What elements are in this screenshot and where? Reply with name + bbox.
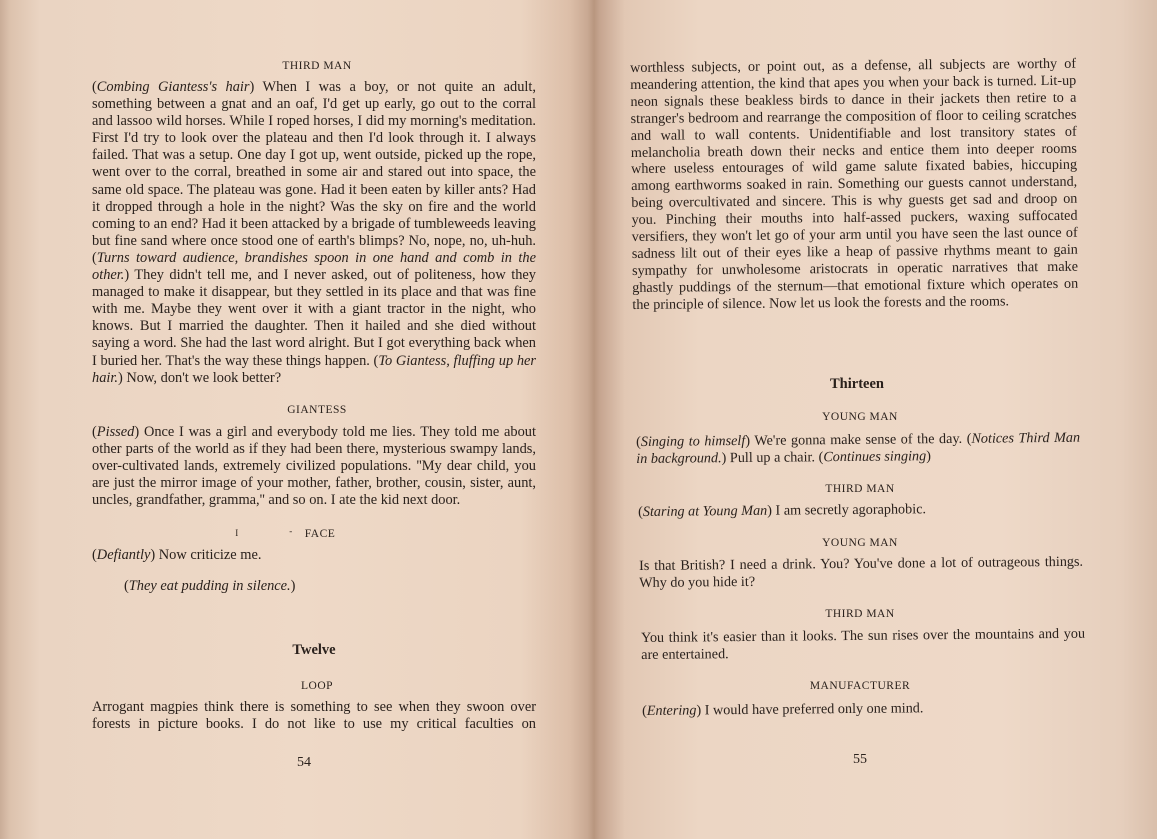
dialogue-text: We're gonna make sense of the day. (754, 430, 963, 449)
speaker-label: THIRD MAN (825, 483, 895, 495)
stage-direction: Continues singing (823, 448, 927, 466)
dialogue-text: When I was a boy, or not quite an adult, something between a gnat and an oaf, I'd get up early, go out to the corral and lassoo wild horses. While I roped horses, I did my morning's meditation. First I'd try to look over the plateau and then I'd look through it. I always failed. That was a setup. One day I got up, went outside, picked up the rope, went over to the corral, breathed in some air and stared out into space, the same old space. The plateau was gone. Had it been eaten by killer ants? Had it dropped through a hole in the night? Was the sky on fire and the world coming to an end? Had it been attacked by a brigade of tumbleweeds leaving but fine sand where once stood one of earth's blimps? No, nope, no, uh-huh. (92, 79, 536, 249)
stage-direction: Notices Third Man in background. (636, 429, 1081, 467)
right-page (596, 0, 1157, 839)
scene-heading: Thirteen (830, 376, 884, 392)
scene-heading: Twelve (292, 642, 336, 658)
page-number: 55 (853, 752, 867, 767)
stage-direction-line: (They eat pudding in silence.) (124, 578, 296, 594)
dialogue-paragraph: worthless subjects, or point out, as a defense, all subjects are worthy of meandering attention, the kind that apes you when your back is turned. Lit-up neon signals these beakless birds to dance in their jackets then retire to a stranger's bedroom and rearrange the composition of floor to ceiling scratches and wall to wall contents. Unidentifiable and lost transitory states of melancholia breath down their necks and entice them into deeper rooms where useless entourages of wild game salute fixated babies, hiccuping among earthworms soaked in rain. Something our guests cannot understand, being overcultivated and sincere. This is why guests get sad and droop on you. Pinching their mouths into half-assed puckers, waxing suffocated versifiers, they won't let go of your arm until you have seen the last ounce of sadness lilt out of their eyes like a heap of passive rhythms meant to gain sympathy for unwholesome aristocrats in operatic narratives that make ghastly puddings of the sternum—that emotional fixture which operates on the principle of silence. Now let us look the forests and the rooms. (630, 55, 1079, 313)
stage-direction: Combing Giantess's hair (96, 79, 250, 95)
speaker-label: THIRD MAN (825, 608, 895, 620)
dialogue-paragraph: (Combing Giantess's hair) When I was a boy, or not quite an adult, something between a gnat and an oaf, I'd get up early, go out to the corral and lassoo wild horses. While I roped horses, I did my morning's meditation. First I'd try to look over the plateau and then I'd look through it. I always failed. That was a setup. One day I got up, went outside, picked up the rope, went over to the corral, breathed in some air and stared out into space, the same old space. The plateau was gone. Had it been eaten by killer ants? Had it dropped through a hole in the night? Was the sky on fire and the world coming to an end? Had it been attacked by a brigade of tumbleweeds leaving but fine sand where once stood one of earth's blimps? No, nope, no, uh-huh. (Turns toward audience, brandishes spoon in one hand and comb in the other.) They didn't tell me, and I never asked, out of politeness, how they managed to make it disappear, but they settled in its place and that was fine with me. Maybe they went over it with a giant tractor in the night, who knows. But I married the daughter. Then it hailed and she died without saying a word. She had the last word alright. But I got everything back when I buried her. That's the way these things happen. (To Giantess, fluffing up her hair.) Now, don't we look better? (92, 79, 536, 386)
dialogue-text: I am secretly agoraphobic. (775, 501, 927, 519)
stage-direction: Turns toward audience, brandishes spoon in one hand and comb in the other. (92, 249, 536, 284)
dialogue-paragraph: (Entering) I would have preferred only one mind. (642, 700, 924, 719)
speaker-label: YOUNG MAN (822, 411, 898, 423)
speaker-label: LOOP (300, 680, 334, 692)
speaker-label: MANUFACTURER (809, 680, 911, 692)
stray-dash: - (289, 526, 293, 536)
speaker-label: GIANTESS (287, 404, 347, 416)
dialogue-text: Now criticize me. (158, 547, 262, 563)
speaker-label: YOUNG MAN (822, 537, 898, 549)
speaker-label: THIRD MAN (282, 60, 352, 72)
stage-direction: Pissed (96, 424, 135, 440)
dialogue-paragraph: You think it's easier than it looks. The sun rises over the mountains and you are entertained. (641, 625, 1086, 663)
dialogue-paragraph: Arrogant magpies think there is something to see when they swoon over forests in picture books. I do not like to use my critical faculties on (92, 699, 536, 733)
stray-mark: Ι (235, 528, 239, 538)
stage-direction: To Giantess, fluffing up her hair. (92, 352, 536, 386)
dialogue-paragraph: (Pissed) Once I was a girl and everybody told me lies. They told me about other parts of the world as if they had been there, mysterious swampy lands, over-cultivated lands, extremely civilized populations. ''My dear child, you are just the mirror image of your mother, father, brother, cousin, sister, aunt, uncles, grandfather, gramma,'' and so on. I ate the kid next door. (92, 424, 537, 509)
dialogue-text: Once I was a girl and everybody told me lies. They told me about other parts of the world as if they had been there, mysterious swampy lands, over-cultivated lands, extremely civilized populations. ''My dear child, you are just the mirror image of your mother, father, brother, cousin, sister, aunt, uncles, grandfather, gramma,'' and so on. I ate the kid next door. (92, 424, 537, 509)
stage-direction: Entering (646, 702, 697, 719)
dialogue-paragraph: Is that British? I need a drink. You? You've done a lot of outrageous things. Why do you hide it? (639, 553, 1084, 591)
stage-direction: Staring at Young Man (642, 502, 768, 520)
dialogue-text: Pull up a chair. (729, 449, 816, 467)
speaker-label: FACE (304, 528, 336, 540)
dialogue-text: Now, don't we look better? (126, 369, 282, 386)
stage-direction: Singing to himself (640, 432, 746, 450)
dialogue-paragraph: (Staring at Young Man) I am secretly agoraphobic. (638, 501, 927, 520)
dialogue-paragraph: (Defiantly) Now criticize me. (92, 547, 262, 563)
page-number: 54 (297, 755, 311, 770)
dialogue-text: They didn't tell me, and I never asked, out of politeness, how they managed to make it disappear, but they settled in its place and that was fine with me. Maybe they went over it with a giant tractor in the night, who knows. But I married the daughter. Then it hailed and she died without saying a word. She had the last word alright. But I got everything back when I buried her. That's the way these things happen. (92, 267, 536, 369)
dialogue-text: I would have preferred only one mind. (704, 700, 924, 719)
dialogue-paragraph: (Singing to himself) We're gonna make sense of the day. (Notices Third Man in background.) Pull up a chair. (Continues singing) (636, 429, 1081, 467)
stage-direction: They eat pudding in silence. (128, 578, 291, 594)
stage-direction: Defiantly (96, 547, 151, 563)
